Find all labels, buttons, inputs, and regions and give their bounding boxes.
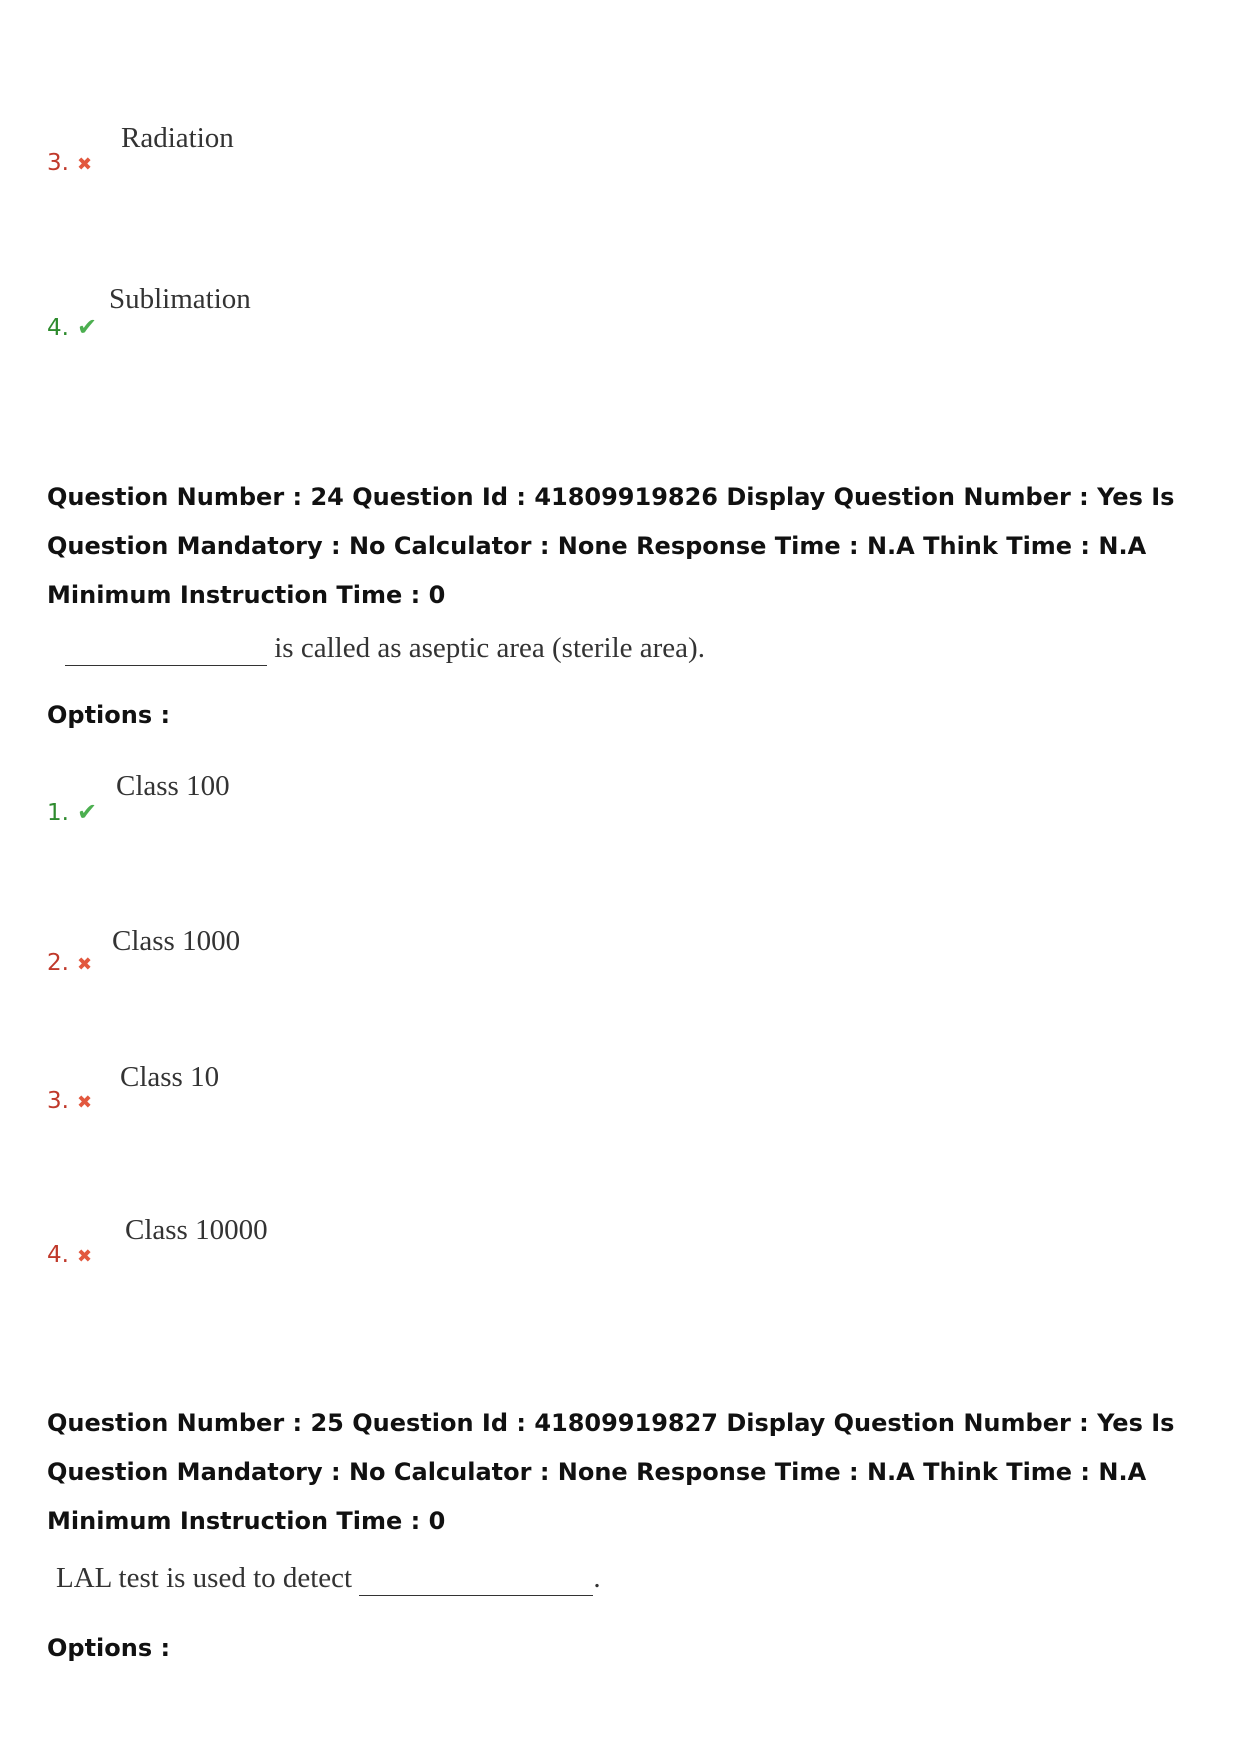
option-number-label: 1.	[47, 800, 69, 826]
cross-icon: ✖	[76, 1092, 93, 1113]
cross-icon: ✖	[76, 954, 93, 975]
option-number-label: 3.	[47, 1088, 69, 1114]
question-25-meta: Question Number : 25 Question Id : 41809919827 Display Question Number : Yes Is Question Mandatory : No Calculator : None Response Time : N.A Think Time : N.A Minimum Instruction Time : 0	[47, 1409, 1175, 1535]
question-25-text	[56, 1562, 601, 1596]
option-text: Class 100	[116, 770, 230, 802]
option-number	[47, 1242, 92, 1268]
option-text: Class 1000	[112, 925, 241, 957]
question-25-text-after: .	[593, 1562, 601, 1594]
option-number	[47, 150, 92, 176]
question-24-text	[65, 632, 705, 666]
option-number-label: 4.	[47, 1242, 69, 1268]
question-25-text-before: LAL test is used to detect	[56, 1562, 353, 1594]
option-number	[47, 1088, 92, 1114]
options-label: Options :	[47, 1634, 171, 1662]
option-number	[47, 313, 97, 341]
option-text: Radiation	[121, 122, 234, 154]
answer-blank	[359, 1562, 593, 1596]
option-number-label: 3.	[47, 150, 69, 176]
check-icon: ✔	[76, 798, 98, 826]
option-text: Class 10	[120, 1061, 220, 1093]
cross-icon: ✖	[76, 154, 93, 175]
option-number	[47, 950, 92, 976]
question-24-meta: Question Number : 24 Question Id : 41809919826 Display Question Number : Yes Is Question Mandatory : No Calculator : None Response Time : N.A Think Time : N.A Minimum Instruction Time : 0	[47, 483, 1175, 609]
question-24-text-content: is called as aseptic area (sterile area).	[274, 632, 705, 664]
cross-icon: ✖	[76, 1246, 93, 1267]
answer-blank	[65, 632, 267, 666]
option-text: Sublimation	[109, 283, 251, 315]
option-text: Class 10000	[125, 1214, 268, 1246]
option-number	[47, 798, 97, 826]
option-number-label: 4.	[47, 315, 69, 341]
options-label: Options :	[47, 701, 171, 729]
check-icon: ✔	[76, 313, 98, 341]
option-number-label: 2.	[47, 950, 69, 976]
